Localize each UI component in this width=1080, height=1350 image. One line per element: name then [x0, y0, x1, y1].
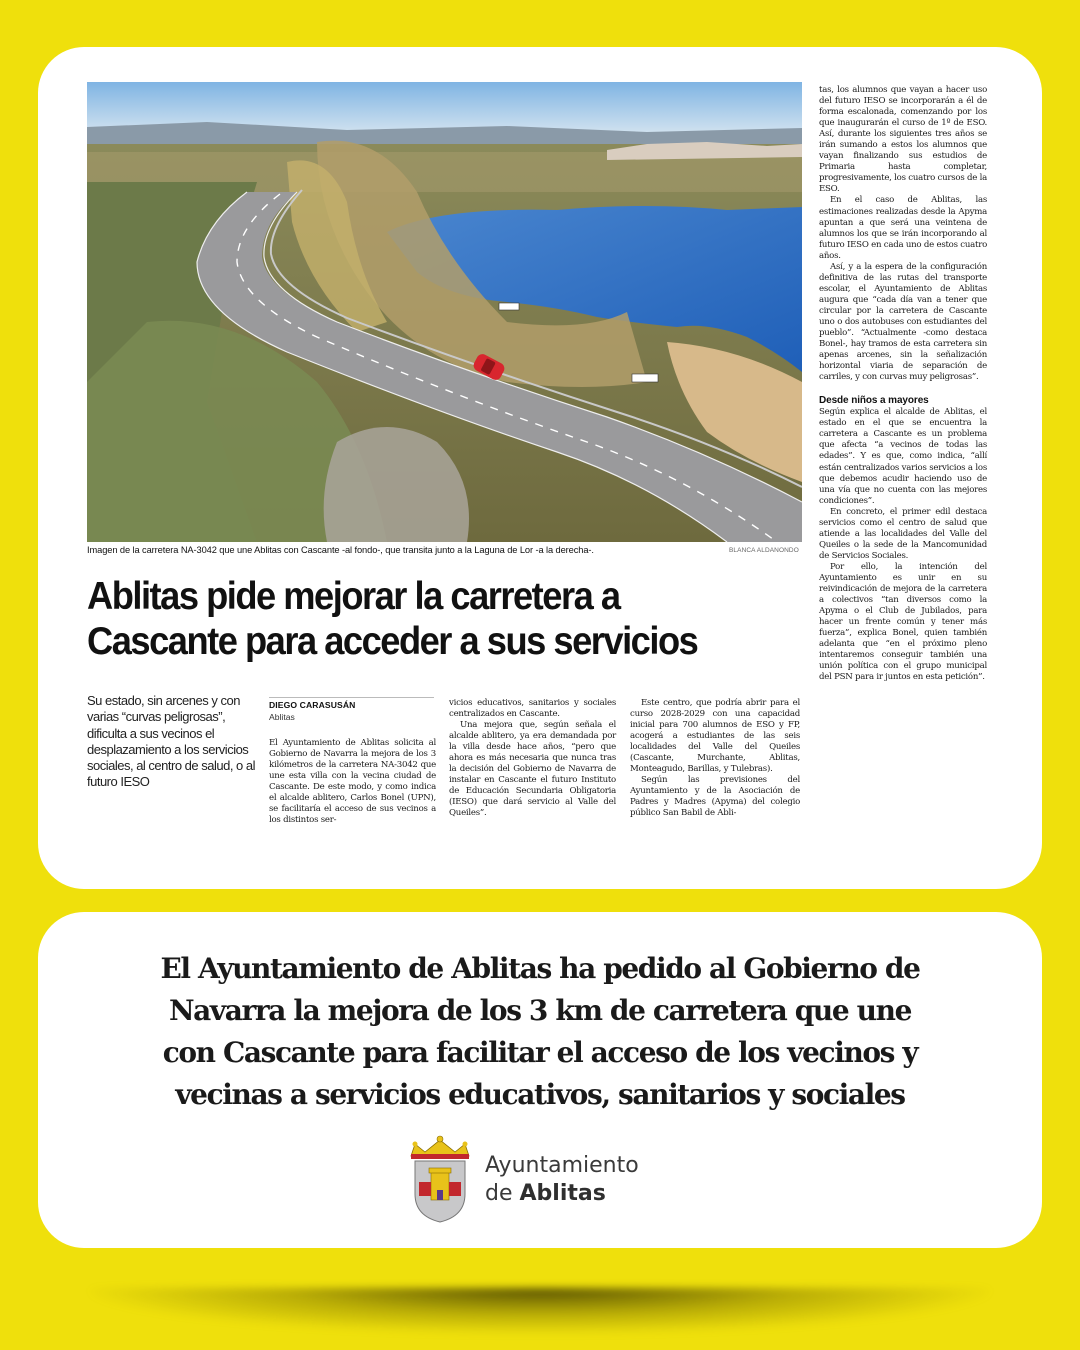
- article-column-3: [630, 698, 800, 820]
- paragraph: Así, y a la espera de la configuración definitiva de las rutas del transporte escolar, el Ayuntamiento de Ablitas augura que “cada día van a tener que circular por la carretera de Cascante uno o dos autobuses con estudiantes del pueblo”. “Actualmente -como destaca Bonel-, hay tramos de esta carretera sin apenas arcenes, sin la señalización horizontal viaria de separación de carriles, y con curvas muy peligrosas”.: [819, 261, 987, 383]
- chevron-sign: [632, 374, 658, 382]
- byline-location: Ablitas: [269, 712, 295, 722]
- paragraph: El Ayuntamiento de Ablitas solicita al Gobierno de Navarra la mejora de los 3 kilómetros de la carretera NA-3042 que une esta villa con la vecina ciudad de Cascante. De este modo, y como indica el alcalde ablitero, Carlos Bonel (UPN), se facilitaría el acceso de sus vecinos a los distintos ser-: [269, 738, 436, 826]
- article-photo: [87, 82, 802, 542]
- chevron-sign: [499, 303, 519, 310]
- summary-line: con Cascante para facilitar el acceso de los vecinos y: [162, 1036, 918, 1069]
- paragraph: tas, los alumnos que vayan a hacer uso del futuro IESO se incorporarán a él de forma escalonada, comenzando por los que inaugurarán el curso de 1º de ESO. Así, durante los siguientes tres años se irán sumando a estos los alumnos que vayan finalizando sus estudios de Primaria hasta completar, progresivamente, los cuatro cursos de la ESO.: [819, 85, 987, 195]
- article-column-2: [449, 698, 616, 820]
- byline-author: DIEGO CARASUSÁN: [269, 700, 356, 710]
- summary-line: vecinas a servicios educativos, sanitarios y sociales: [175, 1078, 905, 1111]
- article-headline: [87, 574, 757, 664]
- summary-text: [70, 948, 1010, 1116]
- paragraph: En concreto, el primer edil destaca servicios como el centro de salud que atiende a las localidades del Valle del Queiles o la sede de la Mancomunidad de Servicios Sociales.: [819, 506, 987, 561]
- section-subheading: Desde niños a mayores: [819, 395, 929, 407]
- paragraph: Según las previsiones del Ayuntamiento y de la Asociación de Padres y Madres (Apyma) del colegio público San Babil de Abli-: [630, 775, 800, 819]
- card-drop-shadow: [90, 1288, 990, 1334]
- article-column-4: [819, 85, 987, 683]
- paragraph: Según explica el alcalde de Ablitas, el estado en el que se encuentra la carretera a Cascante es un problema que afecta “a vecinos de todas las edades”. Y es que, como indica, “allí están centralizados varios servicios a los que debemos acudir haciendo uso de una vía que no cuenta con las mejores condiciones”.: [819, 407, 987, 506]
- summary-line: El Ayuntamiento de Ablitas ha pedido al Gobierno de: [160, 952, 920, 985]
- paragraph: Por ello, la intención del Ayuntamiento es unir en su reivindicación de mejora de la carretera a colectivos “tan diversos como la Apyma o el Club de Jubilados, para hacer un frente común y tener más fuerza”, explica Bonel, quien también adelanta que “en el próximo pleno intentaremos conseguir también una unión política con el grupo municipal del PSN para ir juntos en esta petición”.: [819, 561, 987, 683]
- logo-line-1: Ayuntamiento: [485, 1153, 639, 1178]
- paragraph: En el caso de Ablitas, las estimaciones realizadas desde la Apyma apuntan a que será una veintena de alumnos los que se irán incorporando al futuro IESO en cada uno de estos cuatro años.: [819, 195, 987, 261]
- article-column-1: [269, 738, 436, 826]
- coat-of-arms-icon: [405, 1134, 475, 1224]
- logo-text: [485, 1152, 639, 1208]
- logo-line-2-prefix: de: [485, 1181, 513, 1206]
- headline-line-2: Cascante para acceder a sus servicios: [87, 620, 698, 663]
- road-lake-landscape-image: [87, 82, 802, 542]
- headline-line-1: Ablitas pide mejorar la carretera a: [87, 575, 620, 618]
- article-subheading: Su estado, sin arcenes y con varias “curvas peligrosas”, dificulta a sus vecinos el desplazamiento a los servicios sociales, al centro de salud, o al futuro IESO: [87, 693, 255, 790]
- summary-line: Navarra la mejora de los 3 km de carretera que une: [168, 994, 911, 1027]
- logo-line-2: [485, 1180, 639, 1208]
- logo-line-2-bold: Ablitas: [519, 1181, 606, 1206]
- paragraph: Este centro, que podría abrir para el curso 2028-2029 con una capacidad inicial para 700 alumnos de ESO y FP, acogerá a estudiantes de las seis localidades del Valle del Queiles (Cascante, Murchante, Ablitas, Monteagudo, Barillas, y Tulebras).: [630, 698, 800, 775]
- photo-credit: BLANCA ALDANONDO: [729, 547, 799, 554]
- paragraph: vicios educativos, sanitarios y sociales centralizados en Cascante.: [449, 698, 616, 720]
- paragraph: Una mejora que, según señala el alcalde ablitero, ya era demandada por la villa desde hace años, “pero que ahora es más necesaria que nunca tras la decisión del Gobierno de Navarra de instalar en Cascante el futuro Instituto de Educación Secundaria Obligatoria (IESO) que dará servicio al Valle del Queiles”.: [449, 720, 616, 819]
- photo-caption: Imagen de la carretera NA-3042 que une Ablitas con Cascante -al fondo-, que transita junto a la Laguna de Lor -a la derecha-.: [87, 545, 594, 555]
- byline-divider: [269, 697, 434, 698]
